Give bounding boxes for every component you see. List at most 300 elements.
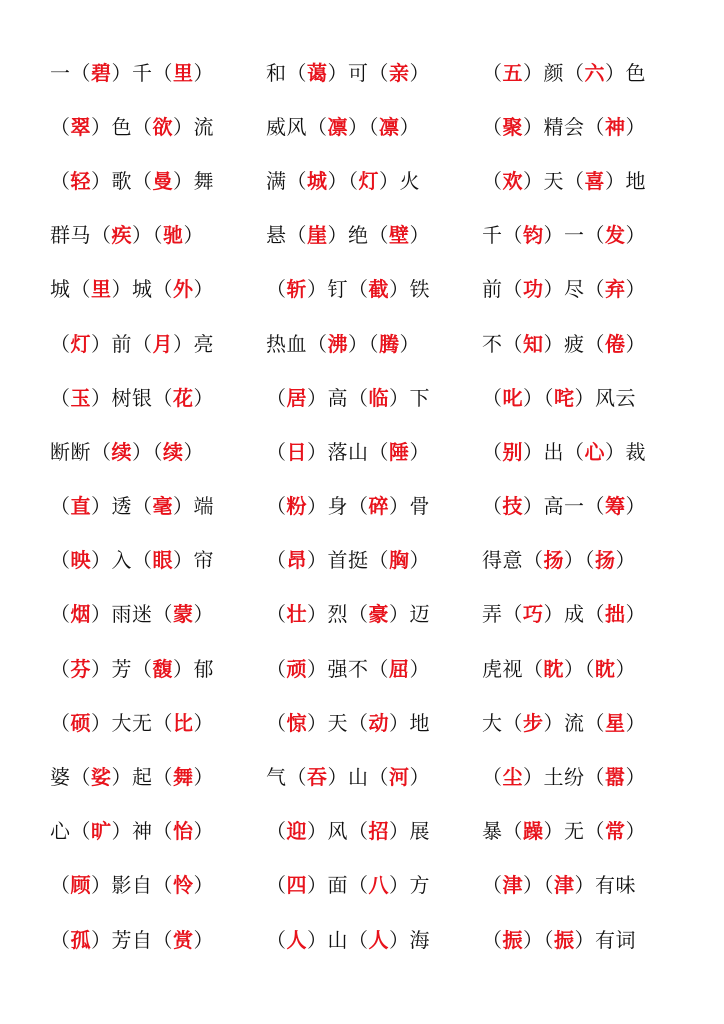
idiom-text: 和（ xyxy=(266,60,307,85)
idiom-text: ）地 xyxy=(389,710,430,735)
idiom-text: （ xyxy=(50,602,71,627)
filled-answer-char: 动 xyxy=(368,710,389,735)
idiom-text: 城（ xyxy=(50,277,91,302)
idiom-text: ）疲（ xyxy=(543,331,605,356)
filled-answer-char: 轻 xyxy=(70,168,91,193)
filled-answer-char: 咤 xyxy=(554,385,575,410)
filled-answer-char: 截 xyxy=(368,277,389,302)
filled-answer-char: 亲 xyxy=(389,60,410,85)
filled-answer-char: 居 xyxy=(286,385,307,410)
idiom-cell xyxy=(482,640,690,694)
filled-answer-char: 芬 xyxy=(70,656,91,681)
idiom-text: ） xyxy=(193,385,214,410)
idiom-text: ） xyxy=(183,439,204,464)
filled-answer-char: 步 xyxy=(523,710,544,735)
filled-answer-char: 神 xyxy=(605,114,626,139)
idiom-text: ）土纷（ xyxy=(523,765,605,790)
idiom-text: 群马（ xyxy=(50,223,112,248)
idiom-text: ） xyxy=(625,765,646,790)
idiom-text: ）精会（ xyxy=(523,114,605,139)
idiom-text: 威风（ xyxy=(266,114,328,139)
idiom-text: （ xyxy=(50,710,71,735)
idiom-text: ）城（ xyxy=(111,277,173,302)
idiom-cell xyxy=(50,315,266,369)
idiom-text: ）舞 xyxy=(173,168,214,193)
idiom-text: （ xyxy=(266,656,287,681)
filled-answer-char: 常 xyxy=(605,819,626,844)
idiom-text: 心（ xyxy=(50,819,91,844)
filled-answer-char: 壮 xyxy=(286,602,307,627)
idiom-text: （ xyxy=(266,439,287,464)
idiom-cell xyxy=(482,911,690,965)
filled-answer-char: 玉 xyxy=(70,385,91,410)
idiom-text: ）有词 xyxy=(574,927,636,952)
idiom-text: ）亮 xyxy=(173,331,214,356)
idiom-cell xyxy=(266,369,482,423)
filled-answer-char: 津 xyxy=(554,873,575,898)
idiom-text: ）（ xyxy=(132,223,163,248)
idiom-text: ）首挺（ xyxy=(307,548,389,573)
filled-answer-char: 毫 xyxy=(152,494,173,519)
idiom-text: ）钉（ xyxy=(307,277,369,302)
filled-answer-char: 倦 xyxy=(605,331,626,356)
filled-answer-char: 花 xyxy=(173,385,194,410)
idiom-text: ）树银（ xyxy=(91,385,173,410)
idiom-text: ） xyxy=(625,331,646,356)
idiom-text: ）（ xyxy=(523,873,554,898)
filled-answer-char: 灯 xyxy=(70,331,91,356)
filled-answer-char: 翠 xyxy=(70,114,91,139)
idiom-text: 得意（ xyxy=(482,548,544,573)
idiom-text: ）方 xyxy=(389,873,430,898)
idiom-text: ）雨迷（ xyxy=(91,602,173,627)
idiom-grid xyxy=(50,44,690,965)
idiom-text: ）大无（ xyxy=(91,710,173,735)
idiom-cell xyxy=(50,207,266,261)
idiom-text: ） xyxy=(409,60,430,85)
filled-answer-char: 尘 xyxy=(502,765,523,790)
filled-answer-char: 眈 xyxy=(595,656,616,681)
idiom-text: 一（ xyxy=(50,60,91,85)
filled-answer-char: 临 xyxy=(368,385,389,410)
idiom-text: 千（ xyxy=(482,223,523,248)
idiom-text: 悬（ xyxy=(266,223,307,248)
filled-answer-char: 人 xyxy=(286,927,307,952)
idiom-text: ）（ xyxy=(327,168,359,193)
filled-answer-char: 眼 xyxy=(152,548,173,573)
filled-answer-char: 扬 xyxy=(543,548,564,573)
idiom-cell xyxy=(482,315,690,369)
filled-answer-char: 钧 xyxy=(523,223,544,248)
idiom-text: ）迈 xyxy=(389,602,430,627)
filled-answer-char: 蔼 xyxy=(307,60,328,85)
filled-answer-char: 直 xyxy=(70,494,91,519)
filled-answer-char: 昂 xyxy=(286,548,307,573)
filled-answer-char: 灯 xyxy=(358,168,379,193)
filled-answer-char: 功 xyxy=(523,277,544,302)
idiom-text: （ xyxy=(482,385,503,410)
idiom-text: ）风（ xyxy=(307,819,369,844)
filled-answer-char: 八 xyxy=(368,873,389,898)
idiom-cell xyxy=(266,98,482,152)
filled-answer-char: 吞 xyxy=(307,765,328,790)
filled-answer-char: 迎 xyxy=(286,819,307,844)
idiom-text: ）天（ xyxy=(307,710,369,735)
idiom-text: ）尽（ xyxy=(543,277,605,302)
idiom-text: ）展 xyxy=(389,819,430,844)
filled-answer-char: 欢 xyxy=(502,168,523,193)
filled-answer-char: 娑 xyxy=(91,765,112,790)
idiom-text: ）风云 xyxy=(574,385,636,410)
idiom-cell xyxy=(50,857,266,911)
idiom-cell xyxy=(50,98,266,152)
idiom-text: （ xyxy=(50,927,71,952)
idiom-cell xyxy=(266,423,482,477)
filled-answer-char: 日 xyxy=(286,439,307,464)
idiom-cell xyxy=(482,152,690,206)
idiom-text: ） xyxy=(193,765,214,790)
idiom-text: ）起（ xyxy=(111,765,173,790)
filled-answer-char: 振 xyxy=(554,927,575,952)
idiom-text: ） xyxy=(615,656,636,681)
idiom-cell xyxy=(266,911,482,965)
idiom-text: （ xyxy=(50,331,71,356)
filled-answer-char: 续 xyxy=(111,439,132,464)
idiom-text: ）（ xyxy=(132,439,163,464)
idiom-text: （ xyxy=(482,60,503,85)
filled-answer-char: 蒙 xyxy=(173,602,194,627)
filled-answer-char: 眈 xyxy=(543,656,564,681)
idiom-text: ）（ xyxy=(523,385,554,410)
filled-answer-char: 聚 xyxy=(502,114,523,139)
idiom-text: 气（ xyxy=(266,765,307,790)
idiom-text: ）强不（ xyxy=(307,656,389,681)
filled-answer-char: 映 xyxy=(70,548,91,573)
idiom-text: （ xyxy=(266,494,287,519)
idiom-text: （ xyxy=(50,114,71,139)
filled-answer-char: 发 xyxy=(605,223,626,248)
filled-answer-char: 扬 xyxy=(595,548,616,573)
idiom-text: （ xyxy=(266,927,287,952)
idiom-text: （ xyxy=(482,494,503,519)
filled-answer-char: 曼 xyxy=(152,168,173,193)
idiom-text: （ xyxy=(50,168,71,193)
idiom-cell xyxy=(50,748,266,802)
idiom-text: ） xyxy=(625,819,646,844)
idiom-text: ）山（ xyxy=(327,765,389,790)
idiom-text: ）色（ xyxy=(91,114,153,139)
idiom-text: ）高一（ xyxy=(523,494,605,519)
idiom-text: （ xyxy=(266,277,287,302)
filled-answer-char: 比 xyxy=(173,710,194,735)
idiom-text: ）有味 xyxy=(574,873,636,898)
idiom-text: ）（ xyxy=(348,114,379,139)
idiom-cell xyxy=(482,423,690,477)
idiom-text: 弄（ xyxy=(482,602,523,627)
idiom-text: （ xyxy=(50,385,71,410)
filled-answer-char: 屈 xyxy=(389,656,410,681)
idiom-text: ） xyxy=(615,548,636,573)
idiom-text: ）火 xyxy=(379,168,420,193)
idiom-text: ） xyxy=(625,223,646,248)
idiom-text: ）流 xyxy=(173,114,214,139)
filled-answer-char: 里 xyxy=(91,277,112,302)
idiom-cell xyxy=(50,640,266,694)
idiom-text: ） xyxy=(183,223,204,248)
idiom-text: ）透（ xyxy=(91,494,153,519)
idiom-text: ） xyxy=(399,331,420,356)
idiom-text: ）一（ xyxy=(543,223,605,248)
idiom-cell xyxy=(266,694,482,748)
idiom-cell xyxy=(482,207,690,261)
idiom-text: 婆（ xyxy=(50,765,91,790)
idiom-cell xyxy=(266,586,482,640)
idiom-cell xyxy=(50,532,266,586)
filled-answer-char: 顽 xyxy=(286,656,307,681)
idiom-text: ）颜（ xyxy=(523,60,585,85)
filled-answer-char: 别 xyxy=(502,439,523,464)
filled-answer-char: 津 xyxy=(502,873,523,898)
idiom-text: ）郁 xyxy=(173,656,214,681)
idiom-text: ）神（ xyxy=(111,819,173,844)
filled-answer-char: 里 xyxy=(173,60,194,85)
idiom-cell xyxy=(50,423,266,477)
idiom-text: （ xyxy=(266,602,287,627)
idiom-cell xyxy=(266,44,482,98)
filled-answer-char: 怡 xyxy=(173,819,194,844)
idiom-cell xyxy=(482,586,690,640)
idiom-text: （ xyxy=(266,710,287,735)
filled-answer-char: 壁 xyxy=(389,223,410,248)
idiom-cell xyxy=(266,478,482,532)
idiom-cell xyxy=(266,207,482,261)
filled-answer-char: 弃 xyxy=(605,277,626,302)
idiom-text: ）面（ xyxy=(307,873,369,898)
idiom-text: ） xyxy=(193,819,214,844)
idiom-text: （ xyxy=(482,114,503,139)
idiom-text: ） xyxy=(193,873,214,898)
filled-answer-char: 胸 xyxy=(389,548,410,573)
idiom-cell xyxy=(50,369,266,423)
idiom-text: ）端 xyxy=(173,494,214,519)
idiom-text: ） xyxy=(409,548,430,573)
idiom-text: ）千（ xyxy=(111,60,173,85)
filled-answer-char: 河 xyxy=(389,765,410,790)
idiom-text: ）身（ xyxy=(307,494,369,519)
idiom-cell xyxy=(266,532,482,586)
idiom-text: ）芳自（ xyxy=(91,927,173,952)
idiom-cell xyxy=(266,857,482,911)
idiom-cell xyxy=(266,640,482,694)
idiom-text: ）可（ xyxy=(327,60,389,85)
idiom-text: 暴（ xyxy=(482,819,523,844)
idiom-cell xyxy=(50,911,266,965)
idiom-text: 虎视（ xyxy=(482,656,544,681)
filled-answer-char: 崖 xyxy=(307,223,328,248)
idiom-text: ）地 xyxy=(605,168,646,193)
filled-answer-char: 知 xyxy=(523,331,544,356)
idiom-text: ） xyxy=(193,927,214,952)
idiom-cell xyxy=(266,748,482,802)
filled-answer-char: 馥 xyxy=(152,656,173,681)
idiom-text: 大（ xyxy=(482,710,523,735)
idiom-text: ）骨 xyxy=(389,494,430,519)
idiom-cell xyxy=(50,803,266,857)
filled-answer-char: 粉 xyxy=(286,494,307,519)
filled-answer-char: 城 xyxy=(307,168,328,193)
filled-answer-char: 四 xyxy=(286,873,307,898)
idiom-text: ） xyxy=(409,656,430,681)
filled-answer-char: 怜 xyxy=(173,873,194,898)
idiom-cell xyxy=(50,478,266,532)
filled-answer-char: 陲 xyxy=(389,439,410,464)
filled-answer-char: 技 xyxy=(502,494,523,519)
idiom-text: 断断（ xyxy=(50,439,112,464)
idiom-text: ）山（ xyxy=(307,927,369,952)
idiom-text: ）歌（ xyxy=(91,168,153,193)
idiom-text: （ xyxy=(482,927,503,952)
idiom-text: ）铁 xyxy=(389,277,430,302)
filled-answer-char: 五 xyxy=(502,60,523,85)
idiom-text: ）前（ xyxy=(91,331,153,356)
idiom-text: （ xyxy=(482,168,503,193)
idiom-cell xyxy=(482,532,690,586)
filled-answer-char: 碎 xyxy=(368,494,389,519)
idiom-text: ）（ xyxy=(564,656,595,681)
filled-answer-char: 欲 xyxy=(152,114,173,139)
idiom-text: ） xyxy=(409,223,430,248)
idiom-text: ）下 xyxy=(389,385,430,410)
idiom-text: ）流（ xyxy=(543,710,605,735)
filled-answer-char: 疾 xyxy=(111,223,132,248)
idiom-text: （ xyxy=(482,439,503,464)
idiom-text: ） xyxy=(409,765,430,790)
idiom-text: ）无（ xyxy=(543,819,605,844)
idiom-text: ） xyxy=(409,439,430,464)
filled-answer-char: 人 xyxy=(368,927,389,952)
idiom-text: ）影自（ xyxy=(91,873,173,898)
idiom-text: 前（ xyxy=(482,277,523,302)
idiom-text: ）高（ xyxy=(307,385,369,410)
idiom-cell xyxy=(482,369,690,423)
idiom-cell xyxy=(482,44,690,98)
idiom-text: ） xyxy=(625,114,646,139)
filled-answer-char: 腾 xyxy=(379,331,400,356)
filled-answer-char: 拙 xyxy=(605,602,626,627)
filled-answer-char: 叱 xyxy=(502,385,523,410)
idiom-cell xyxy=(50,261,266,315)
filled-answer-char: 嚣 xyxy=(605,765,626,790)
idiom-text: ）（ xyxy=(523,927,554,952)
idiom-cell xyxy=(482,694,690,748)
idiom-text: ） xyxy=(625,277,646,302)
filled-answer-char: 月 xyxy=(152,331,173,356)
idiom-text: 满（ xyxy=(266,168,307,193)
idiom-text: （ xyxy=(266,385,287,410)
idiom-text: ） xyxy=(399,114,420,139)
idiom-cell xyxy=(482,98,690,152)
idiom-cell xyxy=(50,44,266,98)
idiom-text: （ xyxy=(266,548,287,573)
idiom-text: （ xyxy=(50,656,71,681)
filled-answer-char: 驰 xyxy=(163,223,184,248)
idiom-text: （ xyxy=(482,765,503,790)
idiom-text: ） xyxy=(193,277,214,302)
idiom-text: ）天（ xyxy=(523,168,585,193)
idiom-cell xyxy=(50,152,266,206)
idiom-text: （ xyxy=(50,494,71,519)
idiom-text: ）成（ xyxy=(543,602,605,627)
idiom-text: （ xyxy=(50,873,71,898)
idiom-text: （ xyxy=(50,548,71,573)
idiom-text: ） xyxy=(625,710,646,735)
idiom-cell xyxy=(482,748,690,802)
filled-answer-char: 喜 xyxy=(584,168,605,193)
filled-answer-char: 赏 xyxy=(173,927,194,952)
idiom-text: （ xyxy=(482,873,503,898)
filled-answer-char: 躁 xyxy=(523,819,544,844)
idiom-text: ）（ xyxy=(348,331,379,356)
filled-answer-char: 碧 xyxy=(91,60,112,85)
filled-answer-char: 心 xyxy=(584,439,605,464)
idiom-text: （ xyxy=(266,819,287,844)
idiom-cell xyxy=(50,694,266,748)
filled-answer-char: 六 xyxy=(584,60,605,85)
filled-answer-char: 凛 xyxy=(327,114,348,139)
idiom-text: ）裁 xyxy=(605,439,646,464)
idiom-cell xyxy=(482,261,690,315)
filled-answer-char: 凛 xyxy=(379,114,400,139)
idiom-text: 热血（ xyxy=(266,331,328,356)
idiom-text: ）入（ xyxy=(91,548,153,573)
filled-answer-char: 巧 xyxy=(523,602,544,627)
filled-answer-char: 星 xyxy=(605,710,626,735)
filled-answer-char: 烟 xyxy=(70,602,91,627)
idiom-text: ）色 xyxy=(605,60,646,85)
filled-answer-char: 续 xyxy=(163,439,184,464)
idiom-cell xyxy=(266,803,482,857)
idiom-text: ） xyxy=(193,60,214,85)
idiom-cell xyxy=(266,261,482,315)
idiom-cell xyxy=(50,586,266,640)
idiom-text: ）落山（ xyxy=(307,439,389,464)
idiom-text: ）绝（ xyxy=(327,223,389,248)
idiom-cell xyxy=(482,857,690,911)
filled-answer-char: 筹 xyxy=(605,494,626,519)
idiom-text: 不（ xyxy=(482,331,523,356)
filled-answer-char: 舞 xyxy=(173,765,194,790)
idiom-text: ）芳（ xyxy=(91,656,153,681)
idiom-text: ）海 xyxy=(389,927,430,952)
filled-answer-char: 旷 xyxy=(91,819,112,844)
idiom-text: ）帘 xyxy=(173,548,214,573)
filled-answer-char: 振 xyxy=(502,927,523,952)
filled-answer-char: 外 xyxy=(173,277,194,302)
filled-answer-char: 孤 xyxy=(70,927,91,952)
idiom-text: ）烈（ xyxy=(307,602,369,627)
filled-answer-char: 豪 xyxy=(368,602,389,627)
filled-answer-char: 惊 xyxy=(286,710,307,735)
idiom-text: （ xyxy=(266,873,287,898)
filled-answer-char: 招 xyxy=(368,819,389,844)
idiom-cell xyxy=(266,152,482,206)
filled-answer-char: 硕 xyxy=(70,710,91,735)
idiom-cell xyxy=(482,803,690,857)
filled-answer-char: 斩 xyxy=(286,277,307,302)
idiom-cell xyxy=(482,478,690,532)
filled-answer-char: 沸 xyxy=(327,331,348,356)
idiom-text: ）（ xyxy=(564,548,595,573)
